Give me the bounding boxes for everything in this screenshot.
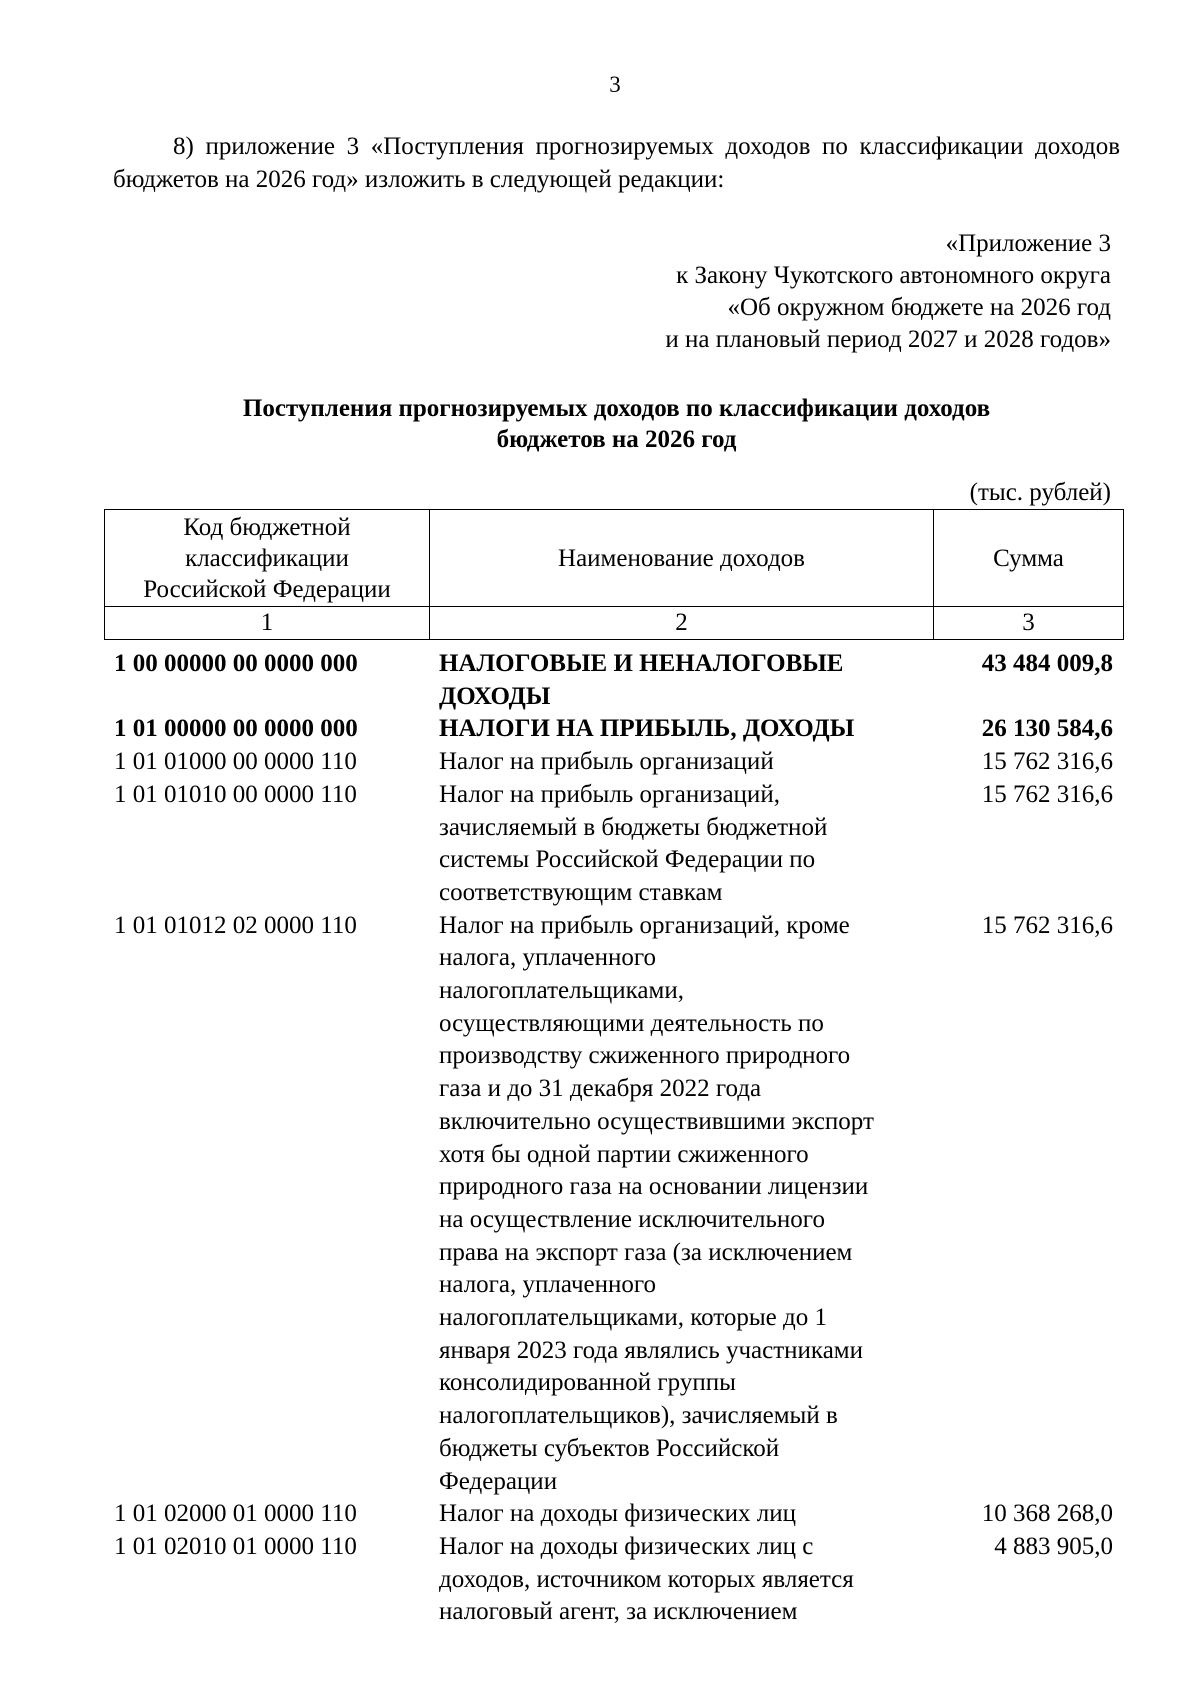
header-code [105, 510, 430, 607]
row-name-line: Налог на доходы физических лиц с [439, 1532, 814, 1560]
row-code: 1 01 02010 01 0000 110 [114, 1532, 357, 1560]
table-row [104, 746, 1123, 779]
appendix-reference [665, 228, 1111, 356]
row-name-line: осуществляющими деятельность по [439, 1009, 824, 1037]
table-row [104, 713, 1123, 746]
row-name [429, 1531, 933, 1629]
header-code-line: классификации [185, 544, 349, 572]
row-name-line: налогоплательщиками, [439, 977, 684, 1005]
row-name-line: зачисляемый в бюджеты бюджетной [439, 813, 828, 841]
row-name-line: доходов, источником которых является [439, 1565, 854, 1593]
row-name-line: газа и до 31 декабря 2022 года [439, 1075, 762, 1103]
row-name-line: хотя бы одной партии сжиженного [439, 1140, 809, 1168]
table-row [104, 1531, 1123, 1629]
appendix-line: к Закону Чукотского автономного округа [676, 262, 1111, 289]
row-name-line: природного газа на основании лицензии [439, 1173, 869, 1201]
title-line: бюджетов на 2026 год [496, 426, 737, 453]
intro-text: 8) приложение 3 «Поступления прогнозируемых доходов по классификации доходов бюджетов на 2026 год» изложить в следующей редакции: [113, 133, 1120, 193]
row-name-line: Федерации [439, 1467, 558, 1495]
page-number: 3 [609, 72, 621, 97]
row-code: 1 01 00000 00 0000 000 [114, 715, 358, 743]
row-name-line: Налог на прибыль организаций, кроме [439, 911, 850, 939]
header-sum: Сумма [934, 510, 1124, 607]
column-number-2: 2 [430, 607, 934, 640]
table-body [104, 648, 1123, 1629]
appendix-line: и на плановый период 2027 и 2028 годов» [665, 326, 1111, 353]
header-name: Наименование доходов [430, 510, 934, 607]
row-name-line: налога, уплаченного [439, 944, 657, 972]
row-name-line: января 2023 года являлись участниками [439, 1336, 863, 1364]
row-name-line: НАЛОГОВЫЕ И НЕНАЛОГОВЫЕ [439, 650, 844, 677]
row-name-line: консолидированной группы [439, 1369, 736, 1397]
column-number-3: 3 [934, 607, 1124, 640]
row-sum: 15 762 316,6 [981, 911, 1113, 939]
row-name-line: налога, уплаченного [439, 1271, 657, 1299]
column-number-1: 1 [105, 607, 430, 640]
table-row [104, 1498, 1123, 1531]
row-name [429, 648, 933, 713]
document-title [113, 393, 1120, 455]
row-name-line: НАЛОГИ НА ПРИБЫЛЬ, ДОХОДЫ [439, 715, 855, 743]
table-header [104, 509, 1124, 640]
row-name-line: Налог на доходы физических лиц [439, 1500, 796, 1528]
appendix-line: «Об окружном бюджете на 2026 год [727, 294, 1111, 321]
row-name-line: права на экспорт газа (за исключением [439, 1238, 853, 1266]
intro-paragraph [113, 130, 1120, 196]
row-name-line: Налог на прибыль организаций, [439, 780, 780, 808]
row-name-line: бюджеты субъектов Российской [439, 1434, 780, 1462]
row-name-line: ДОХОДЫ [439, 682, 551, 710]
row-code: 1 01 01012 02 0000 110 [114, 911, 357, 939]
table-row [104, 648, 1123, 713]
table-row [104, 779, 1123, 910]
row-sum: 15 762 316,6 [981, 748, 1113, 776]
row-code: 1 01 01000 00 0000 110 [114, 748, 357, 776]
row-code: 1 01 01010 00 0000 110 [114, 780, 357, 808]
row-sum: 15 762 316,6 [981, 780, 1113, 808]
row-name-line: на осуществление исключительного [439, 1205, 825, 1233]
row-name-line: производству сжиженного природного [439, 1042, 851, 1070]
row-name-line: налоговый агент, за исключением [439, 1598, 798, 1626]
row-sum: 43 484 009,8 [981, 650, 1113, 677]
row-name-line: Налог на прибыль организаций [439, 748, 774, 776]
header-code-line: Российской Федерации [143, 575, 391, 603]
units-label: (тыс. рублей) [969, 479, 1111, 506]
header-code-line: Код бюджетной [183, 513, 351, 541]
row-name [429, 779, 933, 910]
row-name-line: налогоплательщиками, которые до 1 [439, 1304, 827, 1332]
row-sum: 26 130 584,6 [981, 715, 1113, 743]
table-row [104, 910, 1123, 1499]
row-name-line: соответствующим ставкам [439, 878, 723, 906]
row-name [429, 713, 933, 746]
row-name-line: включительно осуществившими экспорт [439, 1107, 874, 1135]
row-code: 1 01 02000 01 0000 110 [114, 1500, 357, 1528]
row-name-line: системы Российской Федерации по [439, 846, 816, 874]
row-name-line: налогоплательщиков), зачисляемый в [439, 1402, 838, 1430]
row-sum: 10 368 268,0 [981, 1500, 1113, 1528]
row-name [429, 1498, 933, 1531]
row-sum: 4 883 905,0 [994, 1532, 1113, 1560]
title-line: Поступления прогнозируемых доходов по классификации доходов [242, 395, 991, 422]
row-name [429, 910, 933, 1499]
appendix-line: «Приложение 3 [945, 230, 1111, 257]
row-code: 1 00 00000 00 0000 000 [114, 650, 358, 677]
row-name [429, 746, 933, 779]
